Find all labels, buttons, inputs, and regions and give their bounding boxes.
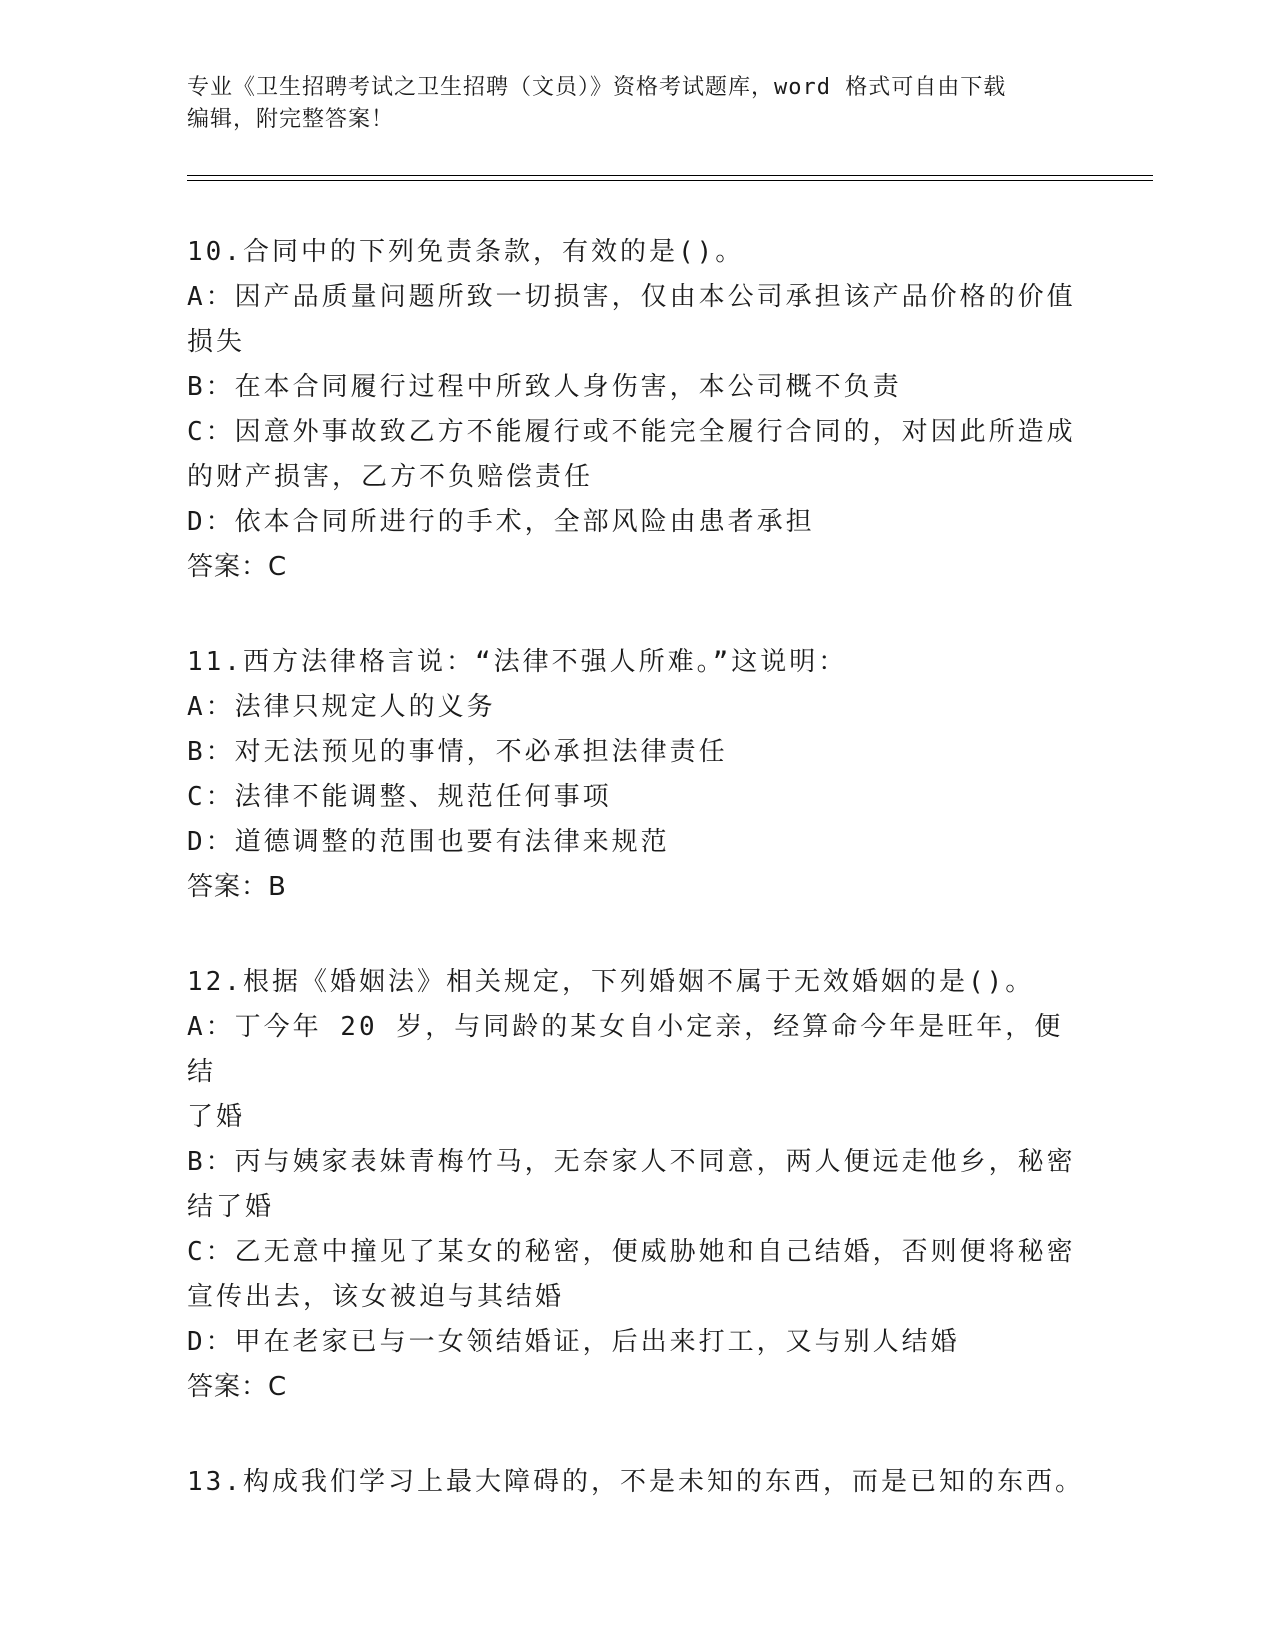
option-d: D：道德调整的范围也要有法律来规范 — [187, 827, 670, 857]
question-stem: 13.构成我们学习上最大障碍的，不是未知的东西，而是已知的东西。 — [187, 1467, 1084, 1497]
option-b-continued: 结了婚 — [187, 1192, 275, 1222]
header-divider — [187, 175, 1153, 181]
option-a-continued: 了婚 — [187, 1102, 246, 1132]
question-stem: 11.西方法律格言说：“法律不强人所难。”这说明： — [187, 647, 848, 677]
option-d: D：甲在老家已与一女领结婚证，后出来打工，又与别人结婚 — [187, 1327, 960, 1357]
option-c-continued: 的财产损害，乙方不负赔偿责任 — [187, 462, 594, 492]
document-header — [187, 72, 1067, 136]
question-stem: 10.合同中的下列免责条款，有效的是()。 — [187, 237, 745, 267]
option-b: B：丙与姨家表妹青梅竹马，无奈家人不同意，两人便远走他乡，秘密 — [187, 1147, 1076, 1177]
option-a: A：因产品质量问题所致一切损害，仅由本公司承担该产品价格的价值 — [187, 282, 1076, 312]
option-a: A：丁今年 20 岁，与同龄的某女自小定亲，经算命今年是旺年，便结 — [187, 1012, 1064, 1087]
option-b: B：对无法预见的事情，不必承担法律责任 — [187, 737, 728, 767]
question-stem: 12.根据《婚姻法》相关规定，下列婚姻不属于无效婚姻的是()。 — [187, 967, 1035, 997]
option-a-continued: 损失 — [187, 327, 246, 357]
answer: 答案：B — [187, 872, 287, 902]
option-c: C：因意外事故致乙方不能履行或不能完全履行合同的，对因此所造成 — [187, 417, 1076, 447]
question-11 — [187, 640, 1087, 910]
question-list — [187, 230, 1087, 1555]
question-12 — [187, 960, 1087, 1410]
option-d: D：依本合同所进行的手术，全部风险由患者承担 — [187, 507, 815, 537]
question-10 — [187, 230, 1087, 590]
header-line-2: 编辑，附完整答案！ — [187, 107, 395, 132]
option-c: C：法律不能调整、规范任何事项 — [187, 782, 612, 812]
answer: 答案：C — [187, 1372, 288, 1402]
option-c: C：乙无意中撞见了某女的秘密，便威胁她和自己结婚，否则便将秘密 — [187, 1237, 1076, 1267]
option-b: B：在本合同履行过程中所致人身伤害，本公司概不负责 — [187, 372, 902, 402]
header-line-1: 专业《卫生招聘考试之卫生招聘（文员）》资格考试题库，word 格式可自由下载 — [187, 75, 1007, 100]
option-c-continued: 宣传出去，该女被迫与其结婚 — [187, 1282, 565, 1312]
question-13 — [187, 1460, 1087, 1505]
answer: 答案：C — [187, 552, 288, 582]
option-a: A：法律只规定人的义务 — [187, 692, 496, 722]
